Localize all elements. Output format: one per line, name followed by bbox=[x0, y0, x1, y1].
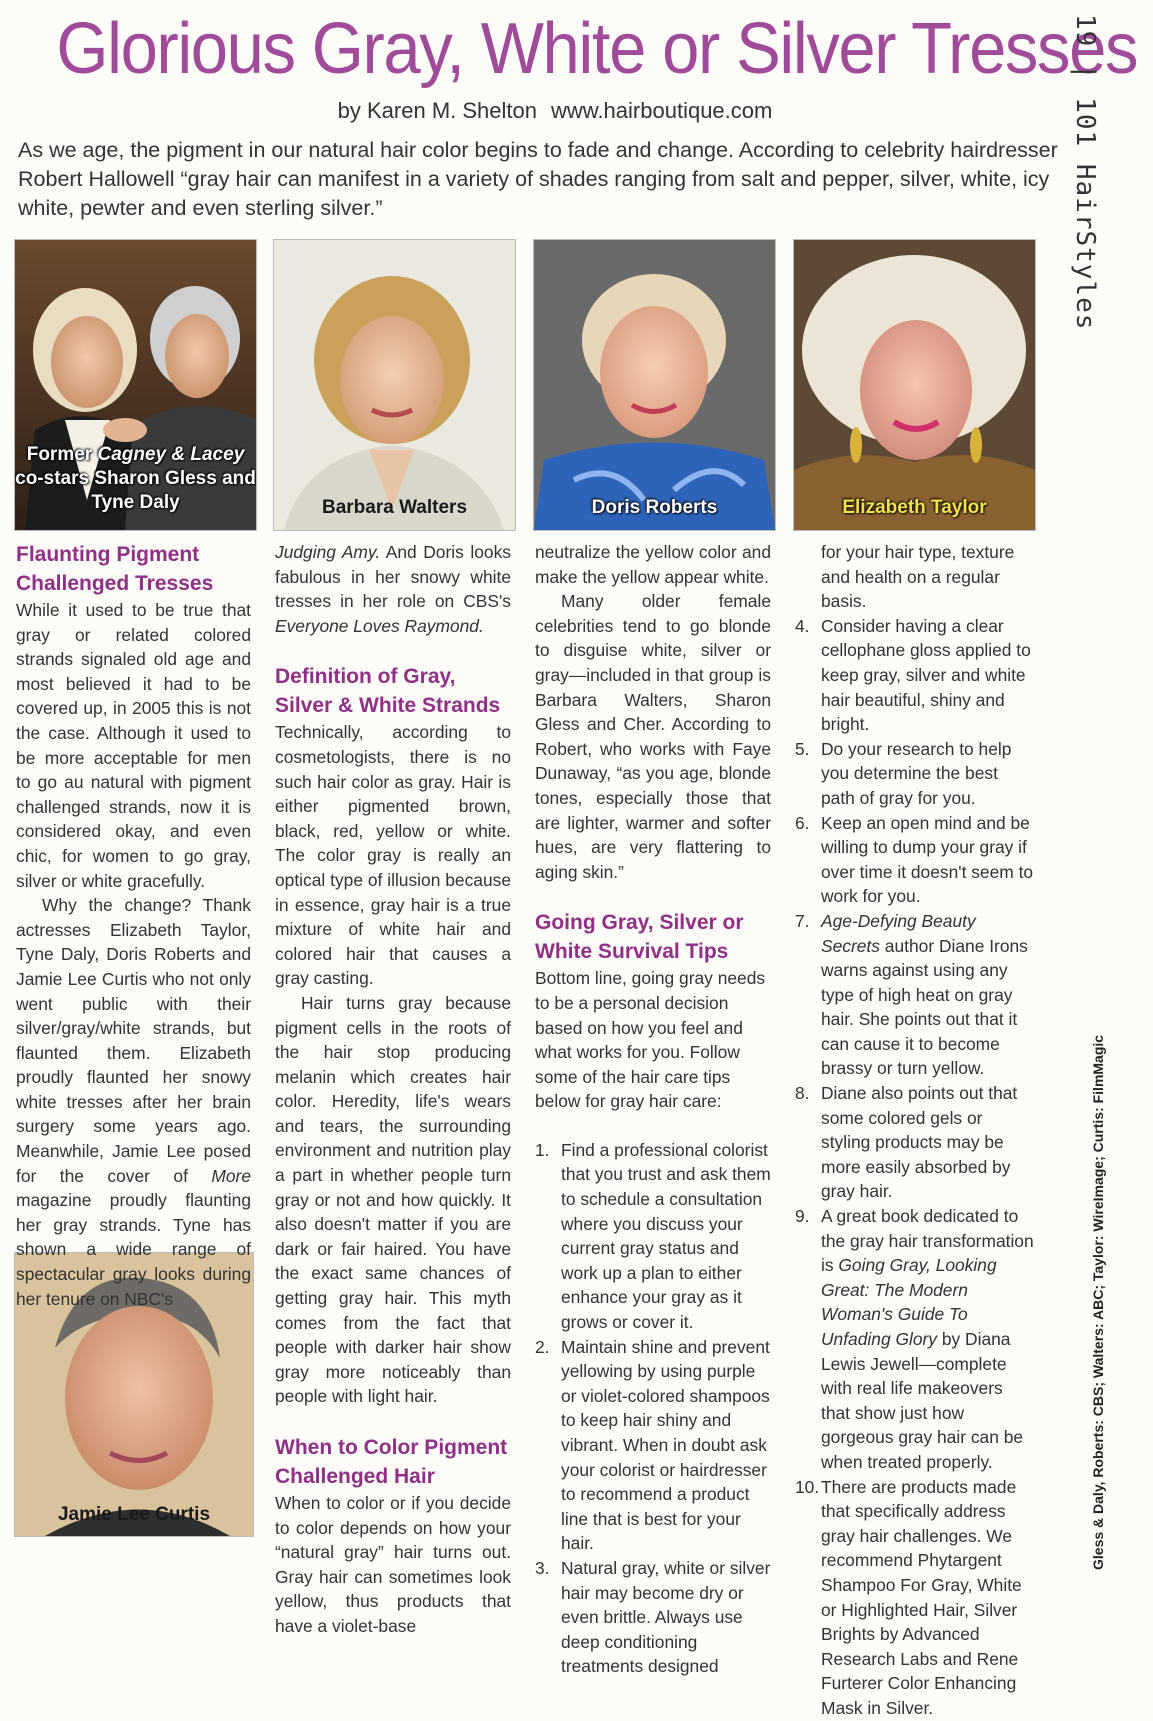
caption-elizabeth-taylor: Elizabeth Taylor bbox=[842, 497, 987, 518]
tip-continuation: for your hair type, texture and health on a regular basis. bbox=[821, 542, 1015, 612]
photo-elizabeth-taylor bbox=[793, 239, 1036, 531]
tip-item bbox=[535, 1335, 771, 1556]
col1-p2-magazine: More bbox=[211, 1165, 251, 1186]
photo-barbara-walters bbox=[273, 239, 516, 531]
column-2 bbox=[275, 540, 511, 1639]
tip-item bbox=[795, 737, 1035, 811]
heading-survival-tips: Going Gray, Silver or White Survival Tips bbox=[535, 911, 744, 964]
tip-text: by Diana Lewis Jewell—complete with real life makeovers that show just how gorgeous gray hair can be when treated properly. bbox=[821, 1329, 1024, 1472]
tip-text: Find a professional colorist that you trust and ask them to schedule a consultation where you discuss your current gray status and work up a plan to either enhance your gray as it grows or cover it. bbox=[561, 1139, 771, 1333]
caption-doris-roberts: Doris Roberts bbox=[591, 497, 718, 518]
col2-show-judging-amy: Judging Amy. bbox=[275, 542, 381, 562]
photo-credits: Gless & Daly, Roberts: CBS; Walters: ABC; Taylor: WireImage; Curtis: FilmMagic bbox=[1090, 1034, 1106, 1570]
tip-number: 5. bbox=[795, 738, 810, 759]
heading-when-to-color: When to Color Pigment Challenged Hair bbox=[275, 1436, 508, 1488]
page-number-label bbox=[1060, 14, 1120, 331]
column-3 bbox=[535, 540, 771, 1679]
photo-elizabeth-taylor-image bbox=[794, 240, 1035, 530]
col3-paragraph-1: Many older female celebrities tend to go blonde to disguise white, silver or gray—included in that group is Barbara Walters, Sharon Gless and Cher. According to Robert, who works with Faye Dunaway, “as you age, blonde tones, especially those that are lighter, warmer and softer hues, are very flattering to aging skin.” bbox=[535, 591, 771, 882]
website-link[interactable]: www.hairboutique.com bbox=[551, 98, 773, 123]
tip-text: Keep an open mind and be willing to dump your gray if over time it doesn't seem to work for you. bbox=[821, 812, 1034, 907]
tip-number: 6. bbox=[795, 812, 810, 833]
col1-p2-text-b: magazine proudly flaunting her gray strands. Tyne has shown a wide range of spectacular gray looks during her tenure on NBC's bbox=[16, 1190, 251, 1309]
tip-item bbox=[795, 909, 1035, 1081]
tip-number: 3. bbox=[535, 1557, 550, 1578]
tip-item bbox=[795, 811, 1035, 909]
tip-text: Do your research to help you determine the best path of gray for you. bbox=[821, 738, 1012, 808]
tips-list-2 bbox=[795, 540, 1035, 1721]
author-name: by Karen M. Shelton bbox=[337, 98, 537, 123]
tip-item bbox=[535, 1138, 771, 1335]
tip-book-title: Age-Defying Beauty Secrets bbox=[821, 910, 976, 956]
tip-text: author Diane Irons warns against using any type of high heat on gray hair. She points out that it can cause it to become brassy or turn yellow. bbox=[821, 935, 1028, 1079]
caption-gless-daly-show: Cagney & Lacey bbox=[97, 444, 245, 465]
col3-paragraph-2: Bottom line, going gray needs to be a personal decision based on how you feel and what works for you. Follow some of the hair care tips below for gray hair care: bbox=[535, 968, 766, 1112]
heading-flaunting-pigment: Flaunting Pigment Challenged Tresses bbox=[16, 543, 214, 595]
tip-text: Consider having a clear cellophane gloss applied to keep gray, silver and white hair beautiful, shiny and bright. bbox=[821, 615, 1031, 735]
tip-number: 9. bbox=[795, 1206, 810, 1227]
column-1 bbox=[16, 540, 251, 1311]
caption-jamie-lee-curtis: Jamie Lee Curtis bbox=[57, 1504, 211, 1525]
tip-number: 7. bbox=[795, 910, 810, 931]
heading-definition-gray: Definition of Gray, Silver & White Strands bbox=[275, 665, 501, 718]
caption-gless-daly-line2: co-stars Sharon Gless and bbox=[15, 468, 256, 489]
col1-p2-text-a: Why the change? Thank actresses Elizabeth Taylor, Tyne Daly, Doris Roberts and Jamie Lee Curtis who not only went public with their silver/gray/white strands, but flaunted them. Elizabeth proudly flaunted her snowy white tresses after her brain surgery some years ago. Meanwhile, Jamie Lee posed for the cover of bbox=[16, 895, 251, 1186]
tip-item bbox=[795, 1475, 1035, 1721]
tips-list-1 bbox=[535, 1138, 771, 1679]
col2-p0-text: And Doris looks fabulous in her snowy white tresses in her role on CBS's bbox=[275, 542, 511, 612]
tip-text: Natural gray, white or silver hair may become dry or even brittle. Always use deep conditioning treatments designed bbox=[561, 1557, 771, 1677]
col2-paragraph-0 bbox=[275, 540, 511, 638]
tip-item bbox=[795, 614, 1035, 737]
tip-number: 1. bbox=[535, 1139, 550, 1160]
tip-item bbox=[795, 540, 1035, 614]
photo-gless-daly bbox=[14, 239, 257, 531]
tip-item bbox=[795, 1081, 1035, 1204]
tip-text: Maintain shine and prevent yellowing by using purple or violet-colored shampoos to keep hair shiny and vibrant. When in doubt ask your colorist or hairdresser to recommend a product line that is best for your hair. bbox=[561, 1336, 770, 1554]
col2-paragraph-1: Technically, according to cosmetologists, there is no such hair color as gray. Hair is either pigmented brown, black, red, yellow or white. The color gray is really an optical type of illusion because in essence, gray hair is a true mixture of white hair and colored hair that causes a gray casting. bbox=[275, 722, 511, 989]
tip-number: 4. bbox=[795, 615, 810, 636]
tip-text: A great book dedicated to the gray hair transformation is bbox=[821, 1206, 1034, 1276]
col3-paragraph-0: neutralize the yellow color and make the yellow appear white. bbox=[535, 542, 771, 587]
tip-number: 2. bbox=[535, 1336, 550, 1357]
tip-number: 10. bbox=[795, 1476, 820, 1497]
col2-paragraph-2: Hair turns gray because pigment cells in the roots of the hair stop producing melanin which creates hair color. Heredity, life's wears and tears, the surrounding environment and nutrition play a part in whether people turn gray or not and how quickly. It also doesn't matter if you are dark or fair haired. You have the exact same chances of getting gray hair. This myth comes from the fact that people with darker hair show gray more noticeably than people with light hair. bbox=[275, 992, 511, 1407]
caption-gless-daly bbox=[15, 443, 256, 515]
caption-gless-daly-former: Former bbox=[26, 444, 98, 465]
tip-item bbox=[795, 1204, 1035, 1475]
byline bbox=[20, 98, 1090, 124]
caption-barbara-walters: Barbara Walters bbox=[321, 497, 468, 518]
col2-paragraph-3: When to color or if you decide to color depends on how your “natural gray” hair turns out. Gray hair can sometimes look yellow, thus products that have a violet-base bbox=[275, 1493, 511, 1636]
tip-item bbox=[535, 1556, 771, 1679]
col2-show-raymond: Everyone Loves Raymond. bbox=[275, 615, 484, 636]
article-title: Glorious Gray, White or Silver Tresses bbox=[56, 9, 1138, 89]
tip-number: 8. bbox=[795, 1083, 810, 1104]
tip-book-title: Going Gray, Looking Great: The Modern Woman's Guide To Unfading Glory bbox=[821, 1255, 997, 1349]
intro-paragraph: As we age, the pigment in our natural hair color begins to fade and change. According to celebrity hairdresser Robert Hallowell “gray hair can manifest in a variety of shades ranging from salt and pepper, silver, white, icy white, pewter and even sterling silver.” bbox=[18, 138, 1058, 220]
tip-text: There are products made that specifically address gray hair challenges. We recommend Phytargent Shampoo For Gray, White or Highlighted Hair, Silver Brights by Advanced Research Labs and Rene Furterer Color Enhancing Mask in Silver. bbox=[821, 1476, 1022, 1718]
column-4 bbox=[795, 540, 1035, 1721]
photo-doris-roberts bbox=[533, 239, 776, 531]
side-label-text: 19 | 101 HairStyles bbox=[1070, 14, 1100, 331]
photo-doris-roberts-image bbox=[534, 240, 775, 530]
caption-gless-daly-line3: Tyne Daly bbox=[91, 492, 180, 513]
tip-text: Diane also points out that some colored gels or styling products may be more easily absorbed by gray hair. bbox=[821, 1083, 1018, 1202]
photo-barbara-walters-image bbox=[274, 240, 515, 530]
col1-paragraph-2 bbox=[16, 893, 251, 1311]
col1-paragraph-1: While it used to be true that gray or related colored strands signaled old age and most believed it had to be covered up, in 2005 this is not the case. Although it used to be more acceptable for men to go au natural with pigment challenged strands, now it is considered okay, and even chic, for women to go gray, silver or white gracefully. bbox=[16, 600, 251, 891]
